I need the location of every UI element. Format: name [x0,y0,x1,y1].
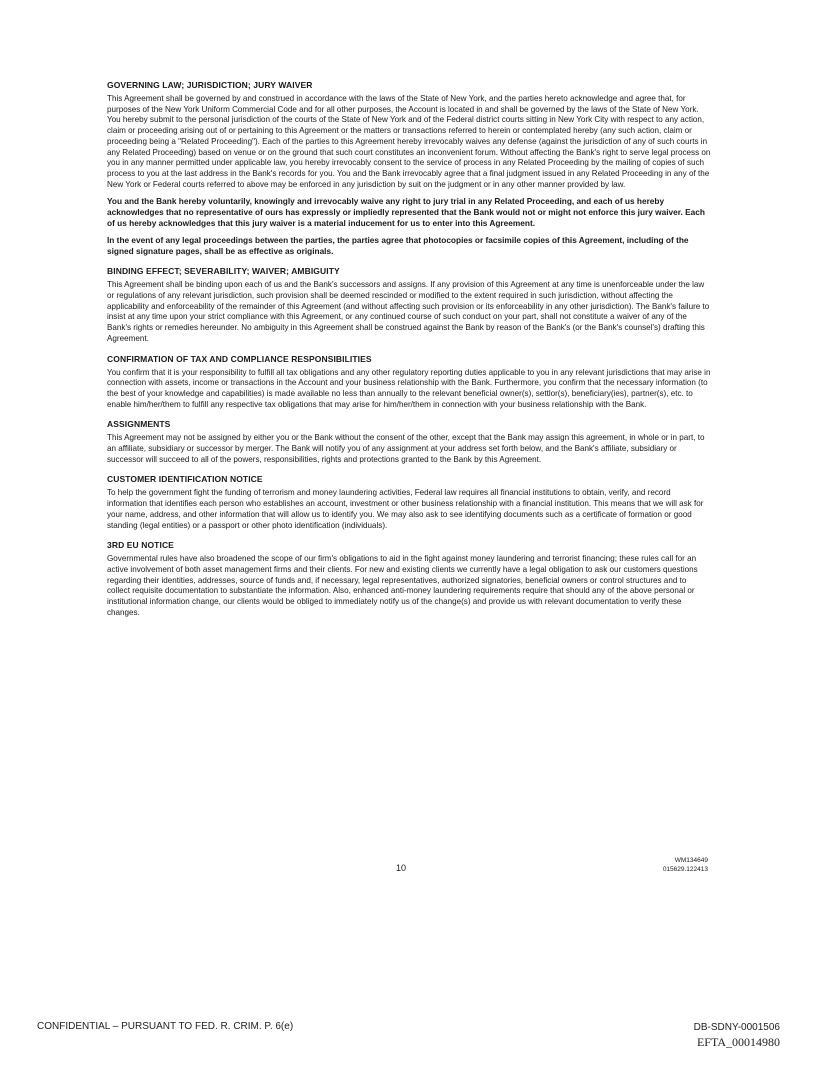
section-assignments [107,419,711,465]
document-codes [663,857,708,874]
efta-number: EFTA_00014980 [696,1035,780,1049]
bates-block [694,1021,780,1050]
section-tax-compliance [107,354,711,411]
section-governing-law [107,80,711,257]
document-code-line: WM134649 [674,857,708,864]
section-eu-notice [107,540,711,618]
jury-waiver-paragraph: You and the Bank hereby voluntarily, knowingly and irrevocably waive any right to jury trial in any Related Proceeding, and each of us hereby acknowledges that no representative of ours has expressly or impliedly represented that the Bank would not or might not enforce this jury waiver. Each of us hereby acknowledges that this jury waiver is a material inducement for us to enter into this Agreement. [107,196,705,229]
section-heading: BINDING EFFECT; SEVERABILITY; WAIVER; AMBIGUITY [107,266,340,277]
bates-number: DB-SDNY-0001506 [693,1022,780,1033]
paragraph: This Agreement shall be governed by and construed in accordance with the laws of the State of New York, and the parties hereto acknowledge and agree that, for purposes of the New York Uniform Commercial Code and for all other purposes, the Account is located in and shall be governed by the laws of the State of New York. You hereby submit to the personal jurisdiction of the courts of the State of New York and of the Federal district courts sitting in New York City with respect to any action, claim or proceeding arising out of or pertaining to this Agreement or the matters or transactions referred to herein or contemplated hereby (any such action, claim or proceeding being a "Related Proceeding"). Each of the parties to this Agreement hereby irrevocably waives any defense (against the jurisdiction of any of such courts in any Related Proceeding) based on venue or on the ground that such court constitutes an inconvenient forum. Without affecting the Bank's right to serve legal process on you in any manner permitted under applicable law, you hereby irrevocably consent to the service of process in any Related Proceeding by the mailing of copies of such process to you at the last address in the Bank's records for you. You and the Bank irrevocably agree that a final judgment issued in any Related Proceeding in any of the New York or Federal courts referred to above may be enforced in any jurisdiction by suit on the judgment or in any other manner provided by law. [107,94,711,189]
confidential-notice: CONFIDENTIAL – PURSUANT TO FED. R. CRIM. P. 6(e) [37,1021,294,1032]
section-heading: CUSTOMER IDENTIFICATION NOTICE [107,474,263,485]
section-binding-effect [107,266,711,344]
page-number: 10 [396,863,407,873]
document-code-line: 015629.122413 [662,865,708,873]
section-heading: GOVERNING LAW; JURISDICTION; JURY WAIVER [107,80,313,90]
section-heading: 3RD EU NOTICE [107,540,174,551]
section-customer-identification [107,474,711,531]
section-heading: CONFIRMATION OF TAX AND COMPLIANCE RESPONSIBILITIES [107,353,372,364]
section-heading: ASSIGNMENTS [107,419,171,430]
copies-paragraph: In the event of any legal proceedings between the parties, the parties agree that photocopies or facsimile copies of this Agreement, including of the signed signature pages, shall be as effective as originals. [107,235,689,257]
paragraph: To help the government fight the funding of terrorism and money laundering activities, Federal law requires all financial institutions to obtain, verify, and record information that identifies each person who establishes an account, investment or other business relationship with a financial institution. This means that we will ask for your name, address, and other information that will allow us to identify you. We may also ask to see identifying documents such as a certificate of formation or good standing (legal entities) or a passport or other photo identification (individuals). [107,488,704,530]
paragraph: This Agreement shall be binding upon each of us and the Bank's successors and assigns. If any provision of this Agreement at any time is unenforceable under the law or regulations of any relevant jurisdiction, such provision shall be deemed rescinded or modified to the extent required in such jurisdiction, without affecting the applicability and enforceability of the remainder of this Agreement (and without affecting such provision or its enforceability in any other jurisdiction). The Bank's failure to insist at any time upon your strict compliance with this Agreement, or any continued course of such conduct on your part, shall not constitute a waiver of any of the Bank's rights or remedies hereunder. No ambiguity in this Agreement shall be construed against the Bank by reason of the Bank's (or the Bank's counsel's) drafting this Agreement. [107,280,710,343]
paragraph: Governmental rules have also broadened the scope of our firm's obligations to aid in the fight against money laundering and terrorist financing; these rules call for an active involvement of both asset management firms and their clients. For new and existing clients we currently have a legal obligation to ask our customers questions regarding their identities, addresses, source of funds and, if necessary, legal representatives, authorized signatories, beneficial owners or control structures and to collect requisite documentation to substantiate the information. Also, enhanced anti-money laundering requirements require that should any of the above personal or institutional information change, our clients would be obliged to immediately notify us of the change(s) and provide us with relevant documentation to verify these changes. [107,554,698,617]
document-body [107,80,711,628]
paragraph: This Agreement may not be assigned by either you or the Bank without the consent of the other, except that the Bank may assign this agreement, in whole or in part, to an affiliate, subsidiary or successor by merger. The Bank will notify you of any assignment at your address set forth below, and the Bank's affiliate, subsidiary or successor will succeed to all of the powers, responsibilities, rights and protections granted to the Bank by this Agreement. [107,433,705,464]
paragraph: You confirm that it is your responsibility to fulfill all tax obligations and any other regulatory reporting duties applicable to you in any relevant jurisdictions that may arise in connection with assets, income or transactions in the Account and your business relationship with the Bank. Furthermore, you confirm that the necessary information (to the best of your knowledge and capabilities) is made available no less than annually to the relevant beneficial owner(s), settlor(s), beneficiary(ies), partner(s), etc. to enable him/her/them to fulfill any respective tax obligations that may arise for him/her/them in connection with your business relationship with the Bank. [107,367,711,409]
